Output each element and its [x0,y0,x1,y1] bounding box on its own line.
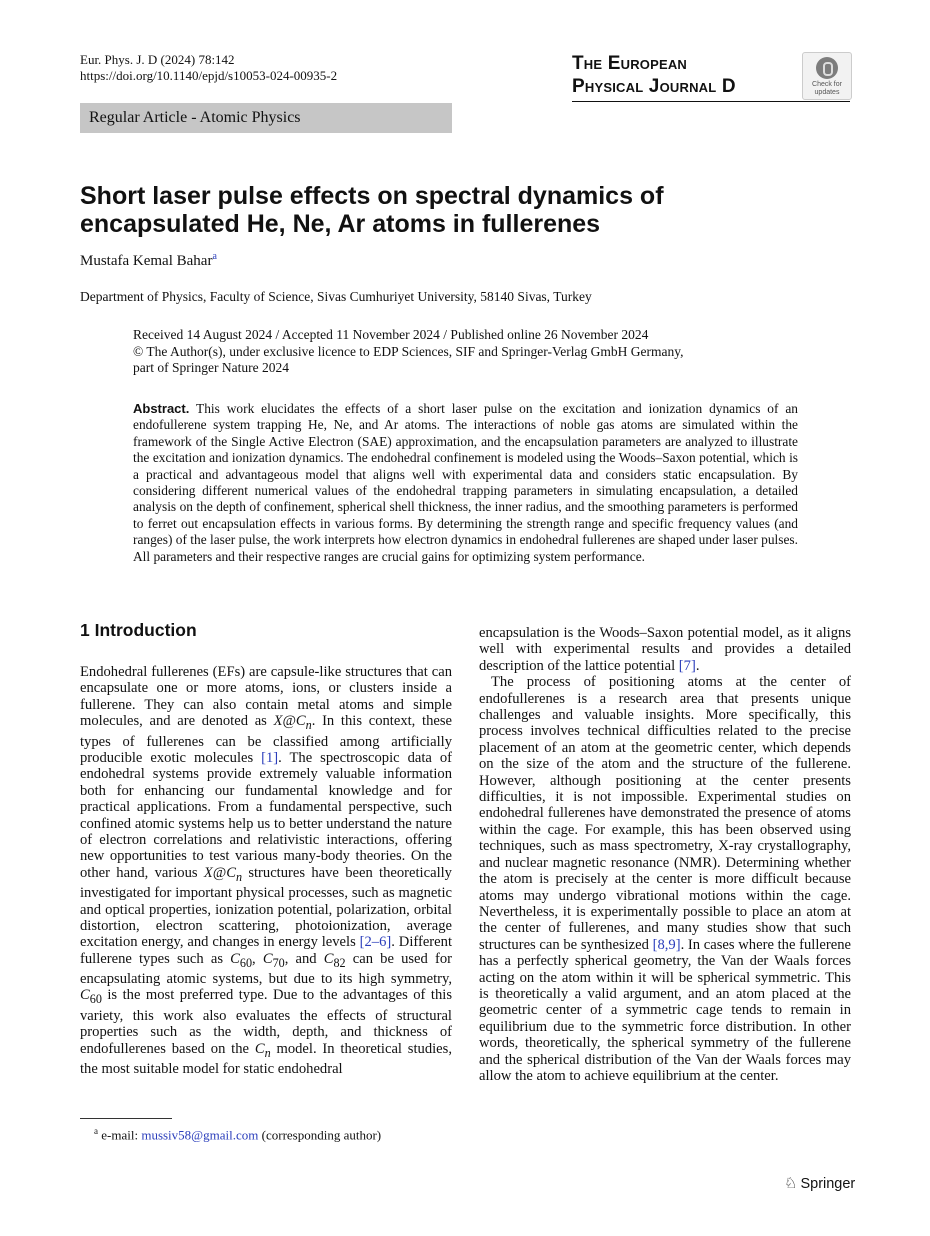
footnote-mark: a [94,1126,98,1136]
body-text: . In this context, these types of fullerenes can be classified among artificially producible exotic molecules [80,713,453,766]
journal-citation: Eur. Phys. J. D (2024) 78:142 [80,52,235,67]
body-column-left [80,664,452,1077]
author-mark[interactable]: a [212,251,217,262]
math-sub: n [235,869,243,884]
math: X@C [203,864,236,881]
footnote-text: e-mail: [98,1127,142,1143]
body-text: , and [284,950,324,967]
abstract-label: Abstract. [133,401,190,416]
citation-link[interactable]: [1] [261,749,279,766]
doi-link[interactable]: https://doi.org/10.1140/epjd/s10053-024-00935-2 [80,68,338,83]
publisher-logo [784,1174,855,1192]
body-text: The process of positioning atoms at the center of endofullerenes is a research area that presents unique challenges and valuable insights. More specifically, this process involves technical difficulties related to the precise placement of an atom at the geometric center, which depends on the size of the atom and the structure of the fullerene. However, although positioning at the center presents difficulties, it is not impossible. Experimental studies on endohedral fullerenes have demonstrated the presence of atoms within the cage. For example, this has been observed using techniques, such as mass spectrometry, X-ray crystallography, and nuclear magnetic resonance (NMR). Determining whether the atom is precisely at the center is more difficult because atoms may undergo vibrational motions within the cage. Nevertheless, it is experimentally possible to place an atom at the center of fullerenes, and many studies show that such structures can be synthesized [479,674,851,953]
paragraph [479,625,851,674]
publisher-name: Springer [800,1176,856,1192]
math: C [323,950,334,967]
email-link[interactable]: mussiv58@gmail.com [141,1127,259,1143]
body-text: . [695,657,700,674]
body-text: encapsulation is the Woods–Saxon potential model, as it aligns well with experimental results and provides a detailed description of the lattice potential [479,625,851,674]
citation-link[interactable]: [7] [678,657,696,674]
math-sub: n [264,1045,271,1060]
body-text: model. In theoretical studies, the most suitable model for static endohedral [80,1040,452,1077]
section-heading: 1 Introduction [80,620,197,640]
badge-line2: updates [814,89,840,96]
article-title: Short laser pulse effects on spectral dynamics of encapsulated He, Ne, Ar atoms in fullerenes [80,182,664,238]
footnote [94,1126,381,1143]
body-text: is the most preferred type. Due to the advantages of this variety, this work also evaluates the effects of structural properties such as the width, depth, and thickness of endofullerenes based on the [80,987,452,1057]
affiliation: Department of Physics, Faculty of Science, Sivas Cumhuriyet University, 58140 Sivas, Turkey [80,289,592,304]
dates-line: Received 14 August 2024 / Accepted 11 November 2024 / Published online 26 November 2024 [133,327,649,342]
badge-line1: Check for [812,81,842,88]
copyright-line: © The Author(s), under exclusive licence to EDP Sciences, SIF and Springer-Verlag GmbH Germany, [133,343,684,359]
body-text: . Different fullerene types such as [80,934,452,967]
abstract-text: This work elucidates the effects of a short laser pulse on the excitation and ionization dynamics of an endofullerene system trapping He, Ne, and Ar atoms. The interactions of noble gas atoms are simulated within the framework of the Single Active Electron (SAE) approximation, and the encapsulation parameters are analyzed to illustrate the excitation and ionization dynamics. The endohedral confinement is modeled using the Woods–Saxon potential, which is a practical and advantageous model that aligns well with experimental data and considers static encapsulation. By considering different numerical values of the endohedral trapping parameters in simulating encapsulation, a detailed analysis on the depth of confinement, spherical shell thickness, the inner radius, and the smoothing parameters is performed to ferret out encapsulation effects in various forms. By determining the strength range and specific frequency values (and ranges) of the laser pulse, the work interprets how electron dynamics in endohedral fullerenes are shaped under laser pulses. All parameters and their respective ranges are crucial gains for optimizing system performance. [133,401,798,564]
bookmark-icon [816,57,838,79]
citation-link[interactable]: [8,9] [652,936,681,953]
journal-name [572,52,784,98]
body-text: can be used for encapsulating atomic systems, but due to its high symmetry, [80,950,452,988]
math-sub: 70 [272,955,285,970]
math: C [262,950,273,967]
math: C [230,950,240,967]
author [80,251,217,270]
check-for-updates-badge[interactable] [802,52,852,100]
math-sub: 60 [239,955,253,970]
body-text: . The spectroscopic data of endohedral systems provide extremely valuable information both for enhancing our fundamental knowledge and for practical applications. From a fundamental perspective, such confined atomic systems help us to better understand the nature of electron correlations and relativistic interactions, offering new opportunities to test various many-body theories. On the other hand, various [80,749,452,881]
body-column-right [479,625,851,1084]
header-rule [572,101,850,102]
paragraph: Endohedral fullerenes (EFs) are capsule-like structures that can encapsulate one or more atoms, ions, or clusters inside a fullerene. They can also contain metal atoms and simple molecules, and are denoted as $X@C_n$. In this context, these types of fullerenes can be classified among artificially producible exotic molecules [1]. The spectroscopic data of endohedral systems provide extremely valuable information both for enhancing our fundamental knowledge and for practical applications. From a fundamental perspective, such confined atomic systems help us to better understand the nature of electron correlations and relativistic interactions, offering new opportunities to test various many-body theories. On the other hand, various $X@C_n$ structures have been theoretically investigated for important physical processes, such as magnetic and optical properties, ionization potential, polarization, orbital distortion, electron scattering, photoionization, average excitation energy, and changes in energy levels [2–6]. Different fullerene types such as $C_{60}$, $C_{70}$, and $C_{82}$ can be used for encapsulating atomic systems, but due to its high symmetry, $C_{60}$ is the most preferred type. Due to the advantages of this variety, this work also evaluates the effects of structural properties such as the width, depth, and thickness of endofullerenes based on the $C_n$ model. In theoretical studies, the most suitable model for static endohedral [80,664,453,1077]
paragraph [479,674,851,1084]
body-text: Endohedral fullerenes (EFs) are capsule-like structures that can encapsulate one or more atoms, ions, or clusters inside a fullerene. They can also contain metal atoms and simple molecules, and are denoted as [80,664,452,730]
math-sub: n [305,718,312,733]
math-sub: 60 [89,992,102,1007]
body-text: structures have been theoretically investigated for important physical processes, such as magnetic and optical properties, ionization potential, polarization, orbital distortion, electron scattering, photoionization, average excitation energy, and changes in energy levels [80,864,452,951]
publication-dates [133,327,833,377]
citation-link[interactable]: [2–6] [359,934,392,951]
math: C [80,987,90,1004]
math: C [254,1040,265,1057]
copyright-line-2: part of Springer Nature 2024 [133,360,289,375]
abstract [133,401,798,565]
footnote-text: (corresponding author) [258,1127,382,1143]
article-category: Regular Article - Atomic Physics [80,103,452,133]
footnote-rule [80,1118,172,1119]
body-text: . In cases where the fullerene has a perfectly spherical geometry, the Van der Waals forces acting on the atom within it will be spherical symmetric. This is theoretically a valid argument, and an atom placed at the geometric center of a symmetric cage tends to remain in equilibrium due to the symmetric force distribution. In other words, theoretically, the spherical symmetry of the fullerene and the spherical distribution of the Van der Waals forces may allow the atom to achieve equilibrium at the center. [479,936,851,1084]
journal-name-line1: The European [572,53,688,74]
journal-name-line2: Physical Journal D [572,76,736,97]
springer-horse-icon: ♘ [784,1175,798,1192]
math-sub: 82 [333,955,346,970]
math: X@C [273,713,306,730]
author-name: Mustafa Kemal Bahar [80,253,213,269]
